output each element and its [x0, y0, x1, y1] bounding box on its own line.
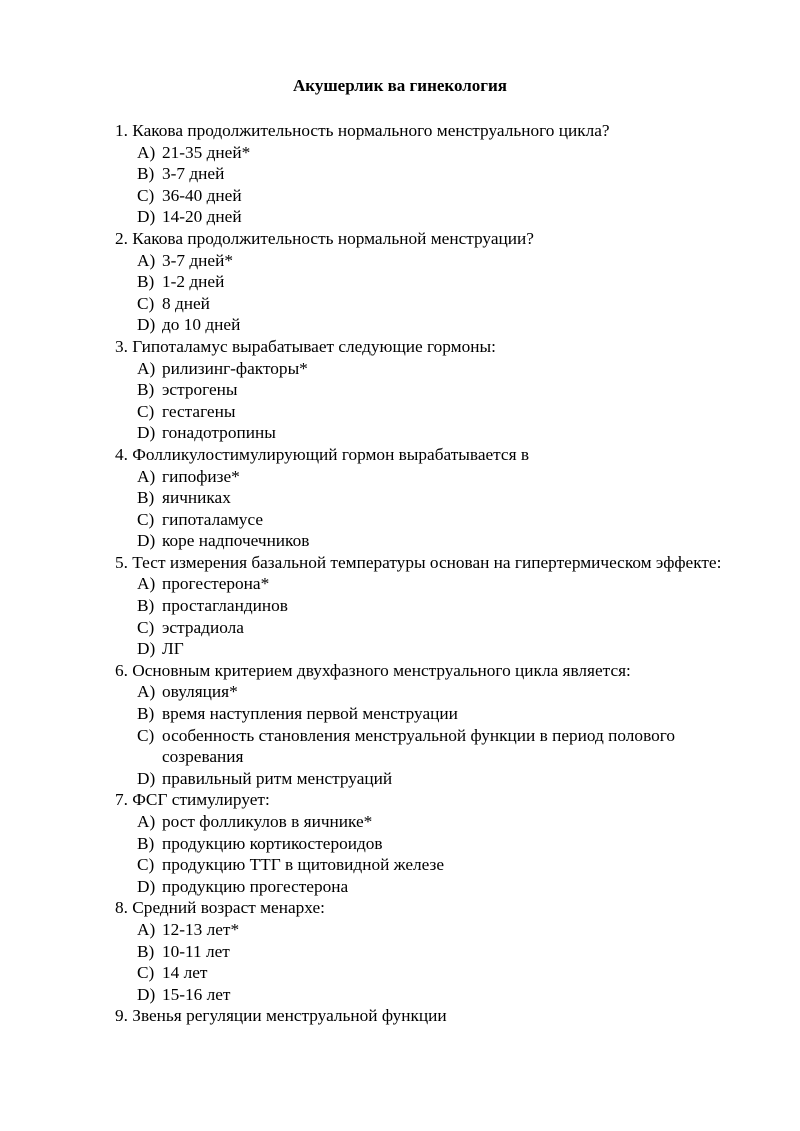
answer-option [137, 163, 735, 185]
question-text: 8. Средний возраст менархе: [115, 898, 325, 918]
answer-letter: A) [137, 919, 156, 939]
answer-option [137, 379, 735, 401]
answer-letter: A) [137, 142, 156, 162]
question-text: 2. Какова продолжительность нормальной менструации? [115, 228, 534, 248]
answer-text: ЛГ [162, 639, 184, 659]
question-text: 1. Какова продолжительность нормального менструального цикла? [115, 121, 610, 140]
answer-letter: C) [137, 963, 155, 983]
question-item [115, 1005, 735, 1027]
answer-text: правильный ритм менструаций [162, 768, 393, 788]
answer-option [137, 962, 735, 984]
answer-text: гипофизе* [162, 466, 240, 486]
answer-letter: D) [137, 531, 156, 551]
answer-option [137, 466, 735, 488]
answer-letter: D) [137, 207, 156, 227]
answer-list [115, 811, 735, 897]
answer-list [115, 142, 735, 228]
answer-text: время наступления первой менструации [162, 704, 458, 724]
answer-text: овуляция* [162, 682, 238, 702]
answer-text: простагландинов [162, 596, 288, 616]
answer-option [137, 725, 735, 768]
answer-letter: B) [137, 272, 155, 292]
answer-text: продукцию кортикостероидов [162, 833, 383, 853]
question-text: 9. Звенья регуляции менструальной функции [115, 1006, 447, 1026]
answer-list [115, 466, 735, 552]
answer-option [137, 638, 735, 660]
answer-text: рилизинг-факторы* [162, 358, 308, 378]
answer-option [137, 487, 735, 509]
answer-letter: A) [137, 682, 156, 702]
answer-option [137, 681, 735, 703]
question-text: 3. Гипоталамус вырабатывает следующие гормоны: [115, 336, 496, 356]
answer-option [137, 919, 735, 941]
answer-option [137, 617, 735, 639]
answer-text: продукцию ТТГ в щитовидной железе [162, 855, 445, 875]
answer-text: 15-16 лет [162, 984, 231, 1004]
question-item [115, 336, 735, 444]
answer-option [137, 293, 735, 315]
answer-option [137, 876, 735, 898]
answer-text: яичниках [162, 488, 231, 508]
answer-option [137, 271, 735, 293]
answer-list [115, 681, 735, 789]
answer-letter: D) [137, 876, 156, 896]
answer-text: особенность становления менструальной функции в период полового созревания [162, 725, 676, 767]
answer-text: 8 дней [162, 293, 210, 313]
answer-letter: C) [137, 509, 155, 529]
answer-letter: C) [137, 617, 155, 637]
answer-list [115, 250, 735, 336]
question-text: 6. Основным критерием двухфазного менструального цикла является: [115, 660, 631, 680]
question-item [115, 444, 735, 552]
answer-letter: C) [137, 185, 155, 205]
answer-text: гонадотропины [162, 423, 276, 443]
answer-option [137, 530, 735, 552]
answer-option [137, 401, 735, 423]
answer-letter: B) [137, 704, 155, 724]
question-text: 5. Тест измерения базальной температуры основан на гипертермическом эффекте: [115, 552, 722, 572]
answer-letter: A) [137, 358, 156, 378]
answer-option [137, 509, 735, 531]
answer-letter: D) [137, 768, 156, 788]
answer-option [137, 206, 735, 228]
answer-letter: B) [137, 833, 155, 853]
answer-text: до 10 дней [162, 315, 241, 335]
answer-option [137, 142, 735, 164]
answer-list [115, 358, 735, 444]
answer-option [137, 185, 735, 207]
answer-text: 10-11 лет [162, 941, 230, 961]
answer-letter: B) [137, 164, 155, 184]
answer-text: 3-7 дней* [162, 250, 233, 270]
answer-text: 12-13 лет* [162, 919, 240, 939]
answer-letter: A) [137, 466, 156, 486]
answer-letter: D) [137, 639, 156, 659]
answer-text: 14 лет [162, 963, 208, 983]
question-item [115, 228, 735, 336]
answer-list [115, 919, 735, 1005]
answer-text: 3-7 дней [162, 164, 225, 184]
answer-text: 1-2 дней [162, 272, 225, 292]
answer-letter: D) [137, 984, 156, 1004]
answer-letter: B) [137, 488, 155, 508]
answer-text: эстрогены [162, 380, 238, 400]
answer-option [137, 941, 735, 963]
answer-letter: B) [137, 380, 155, 400]
answer-letter: C) [137, 401, 155, 421]
answer-option [137, 422, 735, 444]
document-title: Акушерлик ва гинекология [292, 76, 508, 95]
answer-option [137, 854, 735, 876]
answer-option [137, 703, 735, 725]
answer-option [137, 833, 735, 855]
answer-text: 21-35 дней* [162, 142, 251, 162]
answer-text: прогестерона* [162, 574, 270, 594]
answer-letter: C) [137, 293, 155, 313]
answer-letter: D) [137, 423, 156, 443]
answer-option [137, 250, 735, 272]
answer-option [137, 984, 735, 1006]
answer-option [137, 595, 735, 617]
question-item [115, 897, 735, 1005]
answer-option [137, 811, 735, 833]
answer-letter: A) [137, 250, 156, 270]
answer-list [115, 573, 735, 659]
answer-letter: D) [137, 315, 156, 335]
answer-letter: B) [137, 596, 155, 616]
answer-letter: A) [137, 812, 156, 831]
answer-letter: B) [137, 941, 155, 961]
answer-letter: A) [137, 574, 156, 594]
answer-text: эстрадиола [162, 617, 244, 637]
answer-option [137, 358, 735, 380]
answer-text: коре надпочечников [162, 531, 310, 551]
answer-letter: C) [137, 725, 155, 745]
answer-text: гестагены [162, 401, 236, 421]
answer-letter: C) [137, 855, 155, 875]
answer-option [137, 768, 735, 790]
question-item [115, 660, 735, 790]
question-list [115, 120, 735, 1027]
answer-text: продукцию прогестерона [162, 876, 349, 896]
answer-text: гипоталамусе [162, 509, 264, 529]
question-item [115, 120, 735, 228]
question-item [115, 789, 735, 897]
question-text: 4. Фолликулостимулирующий гормон вырабатывается в [115, 444, 530, 464]
answer-text: 14-20 дней [162, 207, 242, 227]
answer-text: рост фолликулов в яичнике* [162, 812, 373, 831]
answer-option [137, 314, 735, 336]
question-text: 7. ФСГ стимулирует: [115, 790, 270, 810]
answer-text: 36-40 дней [162, 185, 242, 205]
answer-option [137, 573, 735, 595]
question-item [115, 552, 735, 660]
